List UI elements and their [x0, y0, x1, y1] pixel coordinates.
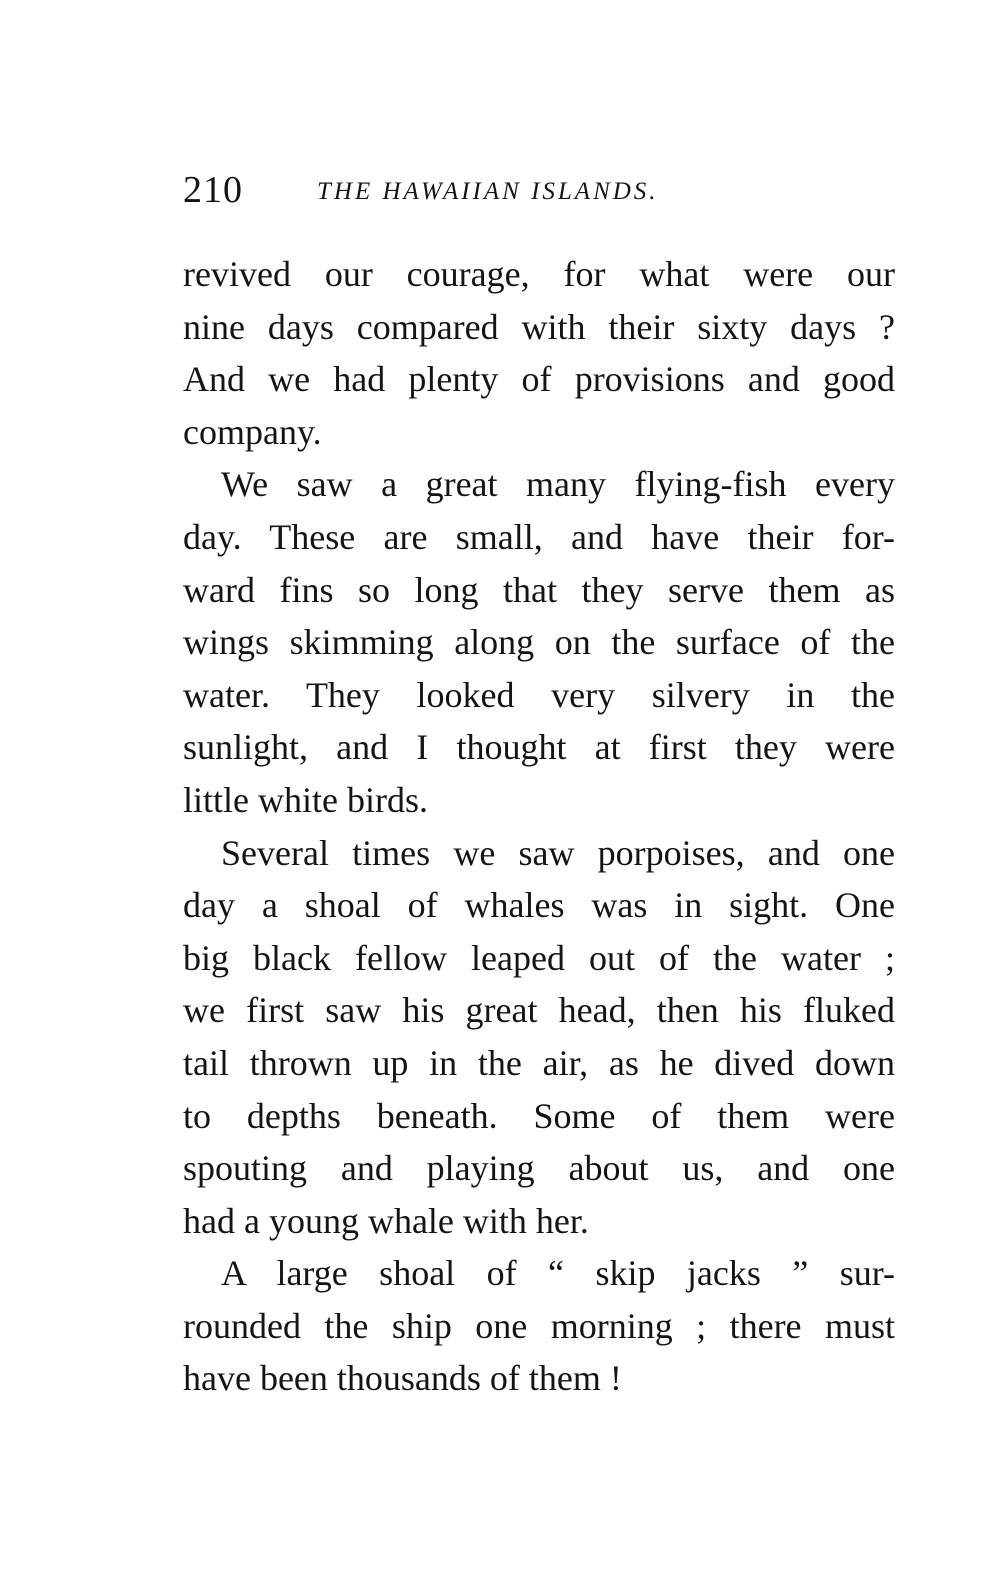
text-line: day. These are small, and have their for- [183, 516, 895, 557]
text-line: have been thousands of them ! [183, 1358, 622, 1399]
text-line: water. They looked very silvery in the [183, 674, 895, 715]
text-line: had a young whale with her. [183, 1200, 589, 1241]
text-line: we first saw his great head, then his fluked [183, 990, 895, 1031]
body-text [183, 248, 895, 1405]
text-line: little white birds. [183, 779, 428, 820]
text-line: tail thrown up in the air, as he dived down [183, 1042, 895, 1083]
text-line: A large shoal of “ skip jacks ” sur- [221, 1253, 895, 1294]
text-line: Several times we saw porpoises, and one [221, 832, 895, 873]
text-line: And we had plenty of provisions and good [183, 359, 895, 400]
text-line: rounded the ship one morning ; there must [183, 1305, 895, 1346]
text-line: big black fellow leaped out of the water ; [183, 937, 895, 978]
running-title: THE HAWAIIAN ISLANDS. [317, 178, 659, 205]
text-line: revived our courage, for what were our [183, 254, 895, 294]
text-line: to depths beneath. Some of them were [183, 1095, 895, 1136]
text-line: We saw a great many flying-fish every [221, 464, 895, 505]
running-head [183, 168, 895, 218]
text-line: wings skimming along on the surface of the [183, 622, 895, 663]
text-line: ward fins so long that they serve them as [183, 569, 895, 610]
text-line: nine days compared with their sixty days ? [183, 306, 895, 347]
text-line: company. [183, 411, 322, 452]
text-line: sunlight, and I thought at first they were [183, 727, 895, 768]
text-line: spouting and playing about us, and one [183, 1148, 895, 1189]
page-number: 210 [183, 169, 243, 211]
text-line: day a shoal of whales was in sight. One [183, 885, 895, 926]
